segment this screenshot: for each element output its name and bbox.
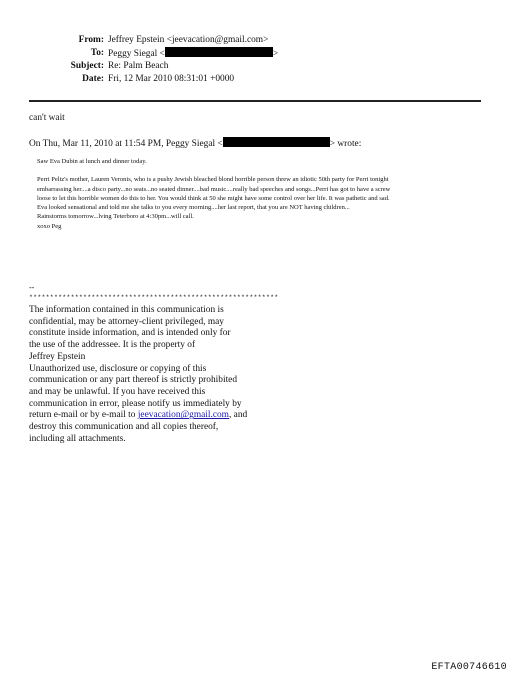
quoted-line: embarrassing her....a disco party...no seats...no seated dinner....bad music....really bad speeches and songs...Perri has got to have a screw <box>37 185 391 193</box>
email-link[interactable]: jeevacation@gmail.com <box>137 410 229 421</box>
to-name: Peggy Siegal < <box>108 49 165 59</box>
quoted-line: xoxo Peg <box>37 222 62 230</box>
disclaimer-line: and may be unlawful. If you have received this <box>29 386 206 397</box>
to-suffix: > <box>272 49 279 59</box>
header-divider <box>29 100 481 102</box>
email-line-suffix: , and <box>228 410 248 421</box>
subject-row <box>0 60 512 73</box>
quoted-line: loose to let this horrible women do this to her. You would think at 50 she might have some control over her life. It was pathetic and sad. <box>37 194 390 202</box>
signature-dashes: -- <box>29 283 35 292</box>
attribution-suffix: > wrote: <box>329 139 362 149</box>
disclaimer-line: Jeffrey Epstein <box>29 351 86 362</box>
date-label: Date: <box>82 74 104 84</box>
confidentiality-disclaimer <box>29 305 247 445</box>
quoted-message <box>37 157 390 231</box>
disclaimer-email-line <box>29 410 247 422</box>
redaction-bar <box>165 47 273 57</box>
to-label: To: <box>90 48 104 58</box>
email-line-prefix: return e-mail or by e-mail to <box>29 410 138 421</box>
disclaimer-line: Unauthorized use, disclosure or copying of this <box>29 363 207 374</box>
email-header <box>0 34 512 86</box>
disclaimer-line: confidential, may be attorney-client privileged, may <box>29 316 224 327</box>
from-label: From: <box>78 35 104 45</box>
paragraph-gap <box>37 166 390 175</box>
subject-value: Re: Palm Beach <box>108 61 169 71</box>
to-value <box>108 47 278 61</box>
to-row <box>0 47 512 60</box>
disclaimer-line: destroy this communication and all copies thereof, <box>29 422 219 433</box>
date-value: Fri, 12 Mar 2010 08:31:01 +0000 <box>108 74 235 84</box>
attribution-prefix: On Thu, Mar 11, 2010 at 11:54 PM, Peggy Siegal < <box>29 139 223 149</box>
document-id: EFTA00746610 <box>431 662 507 673</box>
quoted-line: Saw Eva Dubin at lunch and dinner today. <box>37 158 147 165</box>
disclaimer-line: including all attachments. <box>29 433 126 444</box>
disclaimer-line: The information contained in this communication is <box>29 305 224 315</box>
disclaimer-line: the use of the addressee. It is the property of <box>29 340 196 351</box>
reply-text: can't wait <box>29 113 65 123</box>
quoted-line: Perri Peltz's mother, Lauren Veronis, who is a pushy Jewish bleached blond horrible person threw an idiotic 50th party for Perri tonight <box>37 176 389 184</box>
disclaimer-line: constitute inside information, and is intended only for <box>29 328 231 339</box>
redaction-bar <box>223 137 330 147</box>
quoted-line: Rainstorms tomorrow...lving Teterboro at 4:30pm...will call. <box>37 213 194 221</box>
from-row <box>0 34 512 47</box>
disclaimer-line: communication or any part thereof is strictly prohibited <box>29 375 238 386</box>
subject-label: Subject: <box>70 61 104 71</box>
quoted-line: Eva looked sensational and told me she talks to you every morning....her last report, that you are NOT having children... <box>37 204 350 212</box>
signature-stars: ************************************************************ <box>29 294 279 301</box>
date-row <box>0 73 512 86</box>
attribution-line <box>29 137 361 150</box>
from-value: Jeffrey Epstein <jeevacation@gmail.com> <box>108 35 269 45</box>
disclaimer-line: communication in error, please notify us immediately by <box>29 398 242 409</box>
